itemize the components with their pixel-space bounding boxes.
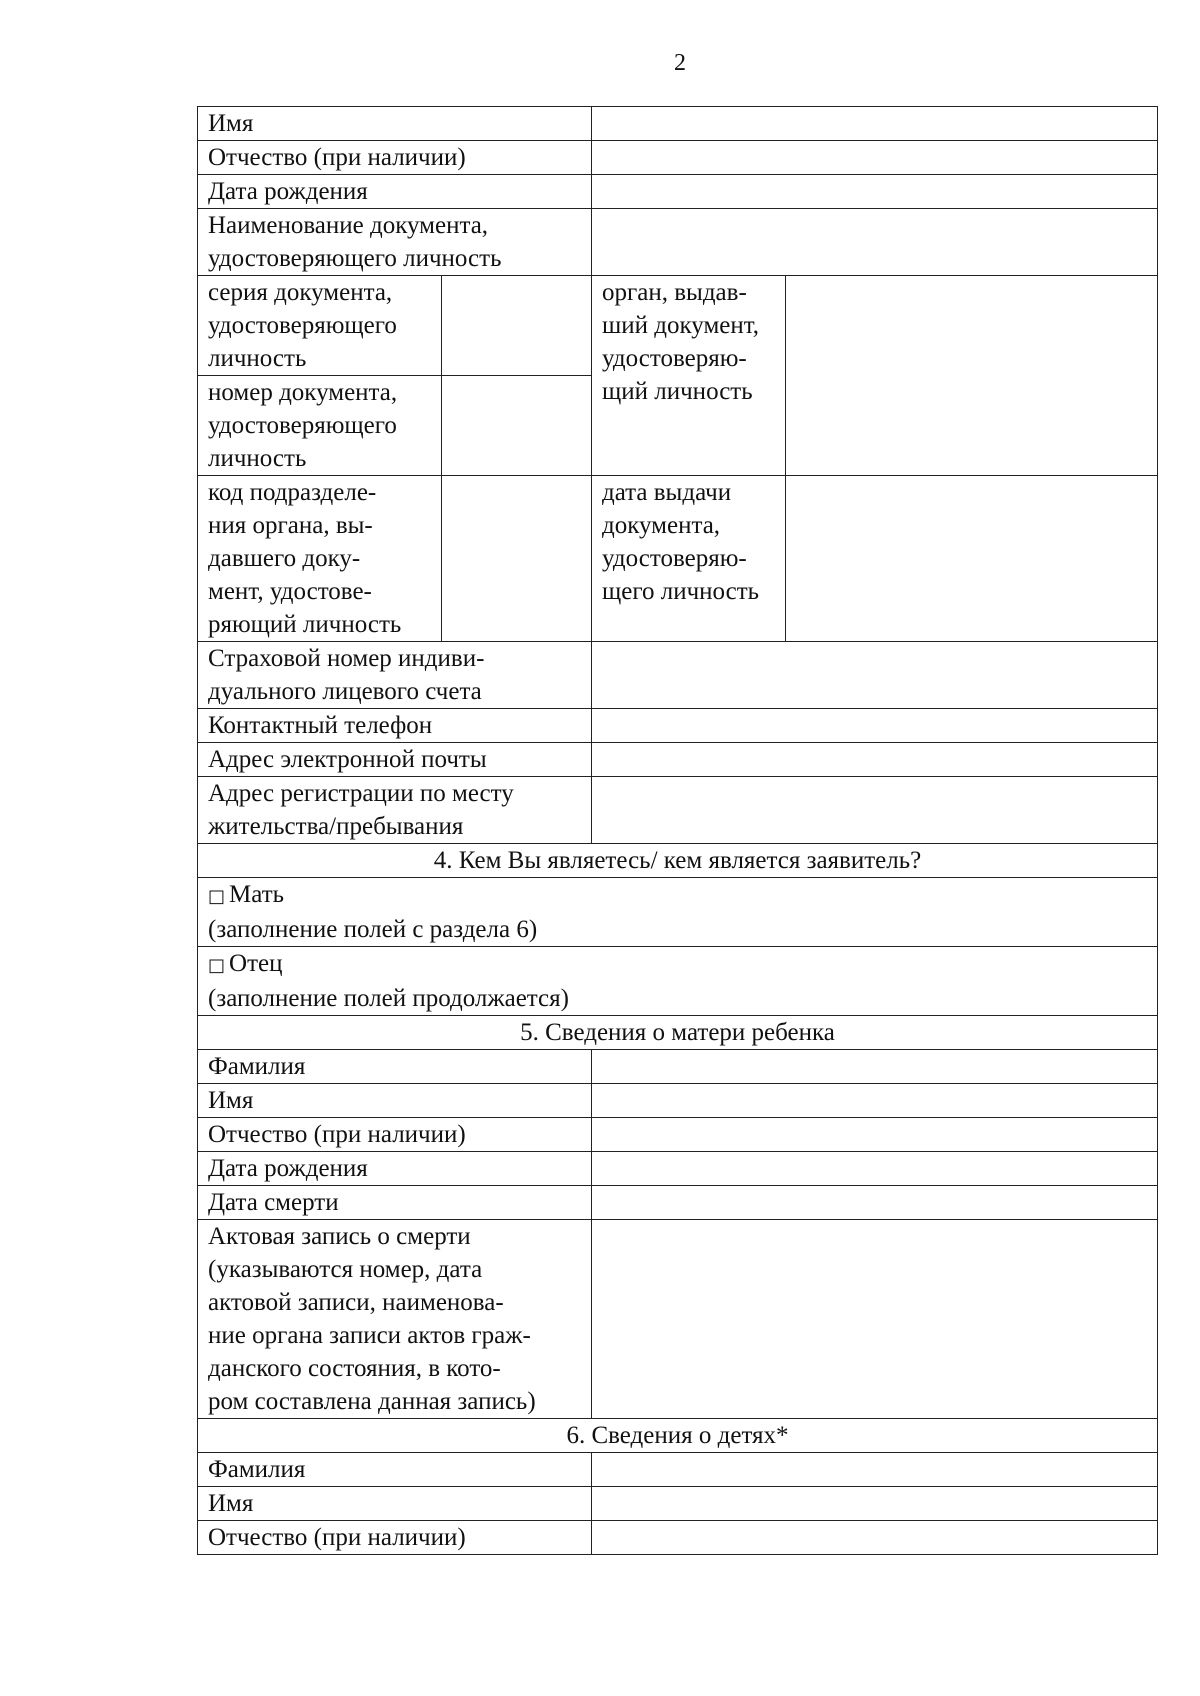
- section4-option-mother-row: [198, 878, 1158, 947]
- applicant-id-doc-name-row: [198, 209, 1158, 276]
- mother-birth-date-field[interactable]: [592, 1152, 1158, 1186]
- applicant-patronymic-field[interactable]: [592, 141, 1158, 175]
- applicant-id-doc-issue-date-label: дата выдачи документа, удостоверяю- щего личность: [592, 476, 786, 642]
- mother-death-record-label: Актовая запись о смерти (указываются номер, дата актовой записи, наименова- ние органа записи актов граж- данского состояния, в кото- ром составлена данная запись): [198, 1220, 592, 1419]
- mother-last-name-label: Фамилия: [198, 1050, 592, 1084]
- section5-title: 5. Сведения о матери ребенка: [198, 1016, 1158, 1050]
- option-mother-label: Мать: [229, 881, 285, 908]
- applicant-email-label: Адрес электронной почты: [198, 743, 592, 777]
- applicant-id-doc-name-label: Наименование документа, удостоверяющего личность: [198, 209, 592, 276]
- applicant-first-name-row: [198, 107, 1158, 141]
- child-last-name-label: Фамилия: [198, 1453, 592, 1487]
- applicant-phone-field[interactable]: [592, 709, 1158, 743]
- applicant-id-doc-number-field[interactable]: [442, 376, 592, 476]
- mother-first-name-row: [198, 1084, 1158, 1118]
- child-last-name-field[interactable]: [592, 1453, 1158, 1487]
- child-first-name-label: Имя: [198, 1487, 592, 1521]
- applicant-id-doc-issue-date-field[interactable]: [786, 476, 1158, 642]
- section4-header-row: [198, 844, 1158, 878]
- section4-title: 4. Кем Вы являетесь/ кем является заявитель?: [198, 844, 1158, 878]
- applicant-id-doc-issuer-field[interactable]: [786, 276, 1158, 476]
- applicant-first-name-label: Имя: [198, 107, 592, 141]
- applicant-phone-row: [198, 709, 1158, 743]
- application-form-table: [197, 106, 1158, 1555]
- section5-header-row: [198, 1016, 1158, 1050]
- mother-death-date-row: [198, 1186, 1158, 1220]
- mother-death-date-label: Дата смерти: [198, 1186, 592, 1220]
- applicant-birth-date-row: [198, 175, 1158, 209]
- applicant-address-label: Адрес регистрации по месту жительства/пребывания: [198, 777, 592, 844]
- applicant-snils-row: [198, 642, 1158, 709]
- applicant-phone-label: Контактный телефон: [198, 709, 592, 743]
- child-last-name-row: [198, 1453, 1158, 1487]
- applicant-id-doc-name-field[interactable]: [592, 209, 1158, 276]
- applicant-email-row: [198, 743, 1158, 777]
- mother-birth-date-label: Дата рождения: [198, 1152, 592, 1186]
- mother-last-name-row: [198, 1050, 1158, 1084]
- mother-patronymic-field[interactable]: [592, 1118, 1158, 1152]
- applicant-patronymic-label: Отчество (при наличии): [198, 141, 592, 175]
- option-father-note: (заполнение полей продолжается): [208, 985, 569, 1012]
- applicant-birth-date-field[interactable]: [592, 175, 1158, 209]
- applicant-id-doc-division-code-label: код подразделе- ния органа, вы- давшего доку- мент, удостове- ряющий личность: [198, 476, 442, 642]
- section6-header-row: [198, 1419, 1158, 1453]
- applicant-id-doc-division-row: [198, 476, 1158, 642]
- checkbox-icon[interactable]: □: [208, 955, 226, 976]
- child-patronymic-label: Отчество (при наличии): [198, 1521, 592, 1555]
- mother-patronymic-row: [198, 1118, 1158, 1152]
- mother-death-date-field[interactable]: [592, 1186, 1158, 1220]
- child-first-name-field[interactable]: [592, 1487, 1158, 1521]
- applicant-id-doc-series-field[interactable]: [442, 276, 592, 376]
- applicant-id-doc-issuer-label: орган, выдав- ший документ, удостоверяю- щий личность: [592, 276, 786, 476]
- checkbox-icon[interactable]: □: [208, 886, 226, 907]
- mother-first-name-label: Имя: [198, 1084, 592, 1118]
- mother-patronymic-label: Отчество (при наличии): [198, 1118, 592, 1152]
- page-number: 2: [674, 50, 686, 76]
- section4-option-father[interactable]: [198, 947, 1158, 1016]
- child-patronymic-field[interactable]: [592, 1521, 1158, 1555]
- applicant-id-doc-division-code-field[interactable]: [442, 476, 592, 642]
- applicant-address-field[interactable]: [592, 777, 1158, 844]
- applicant-snils-label: Страховой номер индиви- дуального лицевого счета: [198, 642, 592, 709]
- child-patronymic-row: [198, 1521, 1158, 1555]
- option-father-label: Отец: [229, 950, 283, 977]
- applicant-email-field[interactable]: [592, 743, 1158, 777]
- applicant-snils-field[interactable]: [592, 642, 1158, 709]
- applicant-id-doc-series-label: серия документа, удостоверяющего личность: [198, 276, 442, 376]
- mother-first-name-field[interactable]: [592, 1084, 1158, 1118]
- applicant-birth-date-label: Дата рождения: [198, 175, 592, 209]
- applicant-address-row: [198, 777, 1158, 844]
- child-first-name-row: [198, 1487, 1158, 1521]
- applicant-id-doc-series-row: [198, 276, 1158, 376]
- applicant-first-name-field[interactable]: [592, 107, 1158, 141]
- mother-death-record-field[interactable]: [592, 1220, 1158, 1419]
- mother-last-name-field[interactable]: [592, 1050, 1158, 1084]
- section4-option-mother[interactable]: [198, 878, 1158, 947]
- option-mother-note: (заполнение полей с раздела 6): [208, 916, 538, 943]
- mother-birth-date-row: [198, 1152, 1158, 1186]
- applicant-patronymic-row: [198, 141, 1158, 175]
- mother-death-record-row: [198, 1220, 1158, 1419]
- section6-title: 6. Сведения о детях*: [198, 1419, 1158, 1453]
- applicant-id-doc-number-label: номер документа, удостоверяющего личность: [198, 376, 442, 476]
- section4-option-father-row: [198, 947, 1158, 1016]
